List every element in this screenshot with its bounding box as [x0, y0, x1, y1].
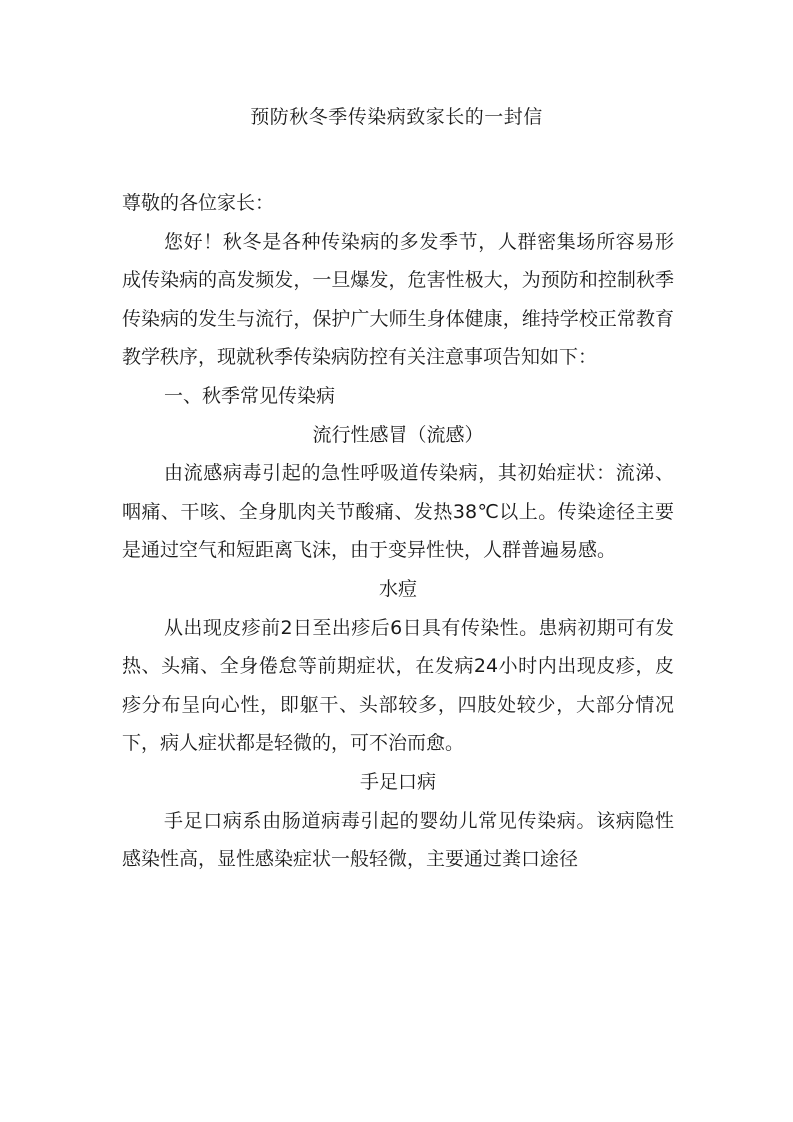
disease-description-hfmd: 手足口病系由肠道病毒引起的婴幼儿常见传染病。该病隐性感染性高，显性感染症状一般轻微，主要通过粪口途径 [122, 809, 674, 871]
disease-heading-flu: 流行性感冒（流感） [312, 423, 484, 446]
letter-body [122, 184, 674, 879]
disease-description-flu: 由流感病毒引起的急性呼吸道传染病，其初始症状：流涕、咽痛、干咳、全身肌肉关节酸痛、发热38℃以上。传染途径主要是通过空气和短距离飞沫，由于变异性快，人群普遍易感。 [122, 462, 674, 562]
letter-title: 预防秋冬季传染病致家长的一封信 [250, 106, 543, 128]
disease-heading-chickenpox: 水痘 [378, 577, 417, 600]
greeting: 尊敬的各位家长： [122, 192, 275, 214]
disease-description-chickenpox: 从出现皮疹前2日至出疹后6日具有传染性。患病初期可有发热、头痛、全身倦怠等前期症状，在发病24小时内出现皮疹，皮疹分布呈向心性，即躯干、头部较多，四肢处较少，大部分情况下，病人症状都是轻微的，可不治而愈。 [122, 616, 674, 755]
intro-paragraph: 您好！秋冬是各种传染病的多发季节，人群密集场所容易形成传染病的高发频发，一旦爆发，危害性极大，为预防和控制秋季传染病的发生与流行，保护广大师生身体健康，维持学校正常教育教学秩序，现就秋季传染病防控有关注意事项告知如下： [122, 230, 674, 369]
disease-heading-hfmd: 手足口病 [359, 770, 436, 793]
section-heading: 一、秋季常见传染病 [164, 384, 336, 407]
